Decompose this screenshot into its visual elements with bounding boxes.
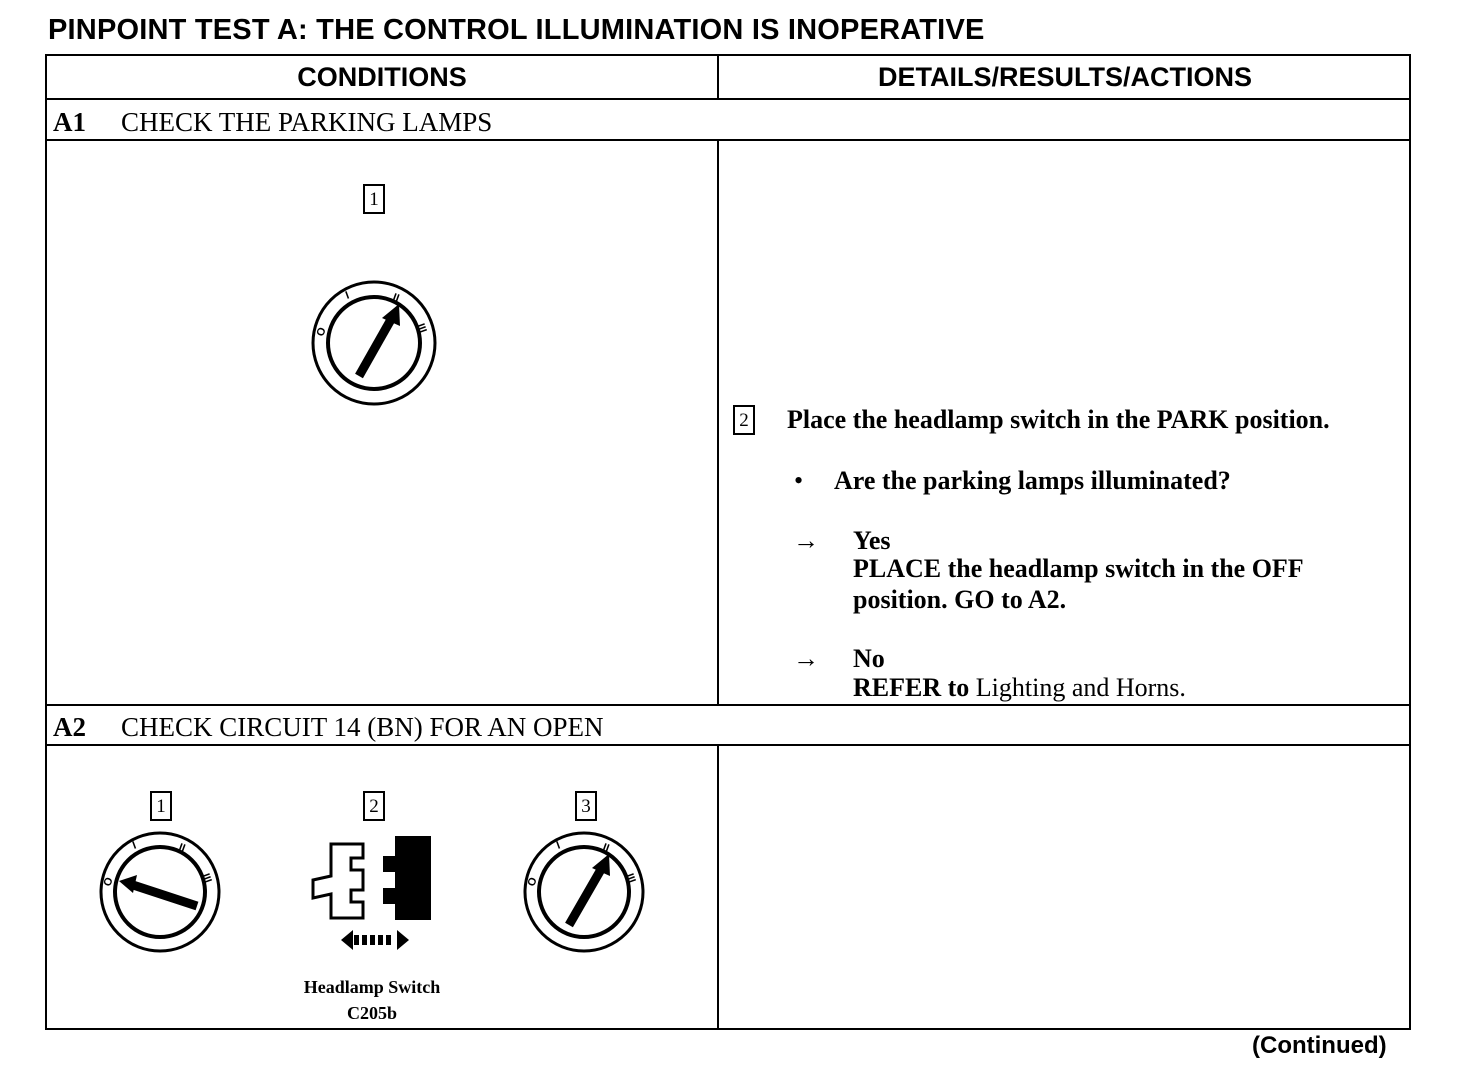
lighting-and-horns-link[interactable]: Lighting and Horns. [975,673,1186,702]
svg-text:O: O [314,325,329,339]
a2-title-divider [47,744,1409,746]
headlamp-switch-caption [272,974,472,1026]
svg-text:I: I [343,289,351,302]
svg-text:I: I [130,839,138,852]
step-a2-id: A2 [53,712,86,742]
caption-line2: C205b [346,1003,397,1023]
header-divider [47,98,1409,100]
a2-column-divider [717,745,719,1030]
connector-disconnect-icon [307,834,437,954]
arrow-right-icon: → [793,526,819,555]
step-a1-title-row [53,107,492,138]
no-action [853,673,1186,703]
headlamp-knob-park-icon [521,829,647,955]
a1-figure-callout-1: 1 [363,184,385,214]
yes-action-line2 [853,585,1066,615]
headlamp-knob-off-icon [97,829,223,955]
a1-question: Are the parking lamps illuminated? [834,466,1231,495]
yes-action-line2-suffix: . [1059,585,1067,614]
svg-text:I: I [554,839,562,852]
svg-text:O: O [525,875,540,889]
a1-instruction: Place the headlamp switch in the PARK position. [787,405,1330,434]
svg-text:III: III [623,871,638,885]
svg-text:II: II [390,291,401,305]
yes-action-line2-prefix: position. GO to [853,585,1028,614]
continued-label: (Continued) [1252,1032,1387,1059]
step-a1-id: A1 [53,107,86,137]
no-label: No [853,644,885,673]
a1-detail-callout-2: 2 [733,405,755,435]
svg-text:O: O [101,875,116,889]
a1-column-divider [717,140,719,706]
go-to-a2-link[interactable]: A2 [1027,585,1060,614]
svg-text:II: II [600,841,611,855]
svg-text:II: II [176,841,187,855]
step-a2-title: CHECK CIRCUIT 14 (BN) FOR AN OPEN [121,712,604,742]
pinpoint-table [45,54,1411,1030]
conditions-header: CONDITIONS [297,62,467,92]
a2-figure-callout-1: 1 [150,791,172,821]
a2-figure-callout-2: 2 [363,791,385,821]
svg-text:III: III [199,871,214,885]
step-a1-title: CHECK THE PARKING LAMPS [121,107,493,137]
yes-label: Yes [853,526,891,555]
a2-figure-callout-3: 3 [575,791,597,821]
page-title: PINPOINT TEST A: THE CONTROL ILLUMINATION IS INOPERATIVE [48,14,985,46]
details-header: DETAILS/RESULTS/ACTIONS [877,62,1252,92]
a1-bullet-icon: • [794,466,804,495]
a1-title-divider [47,139,1409,141]
a1-bottom-divider [47,704,1409,706]
svg-text:III: III [414,321,429,335]
yes-action-line1: PLACE the headlamp switch in the OFF [853,554,1304,583]
arrow-right-icon: → [793,644,819,673]
no-action-prefix: REFER to [853,673,976,702]
caption-line1: Headlamp Switch [303,977,441,997]
step-a2-title-row [53,712,604,743]
headlamp-knob-park-icon [309,278,439,408]
